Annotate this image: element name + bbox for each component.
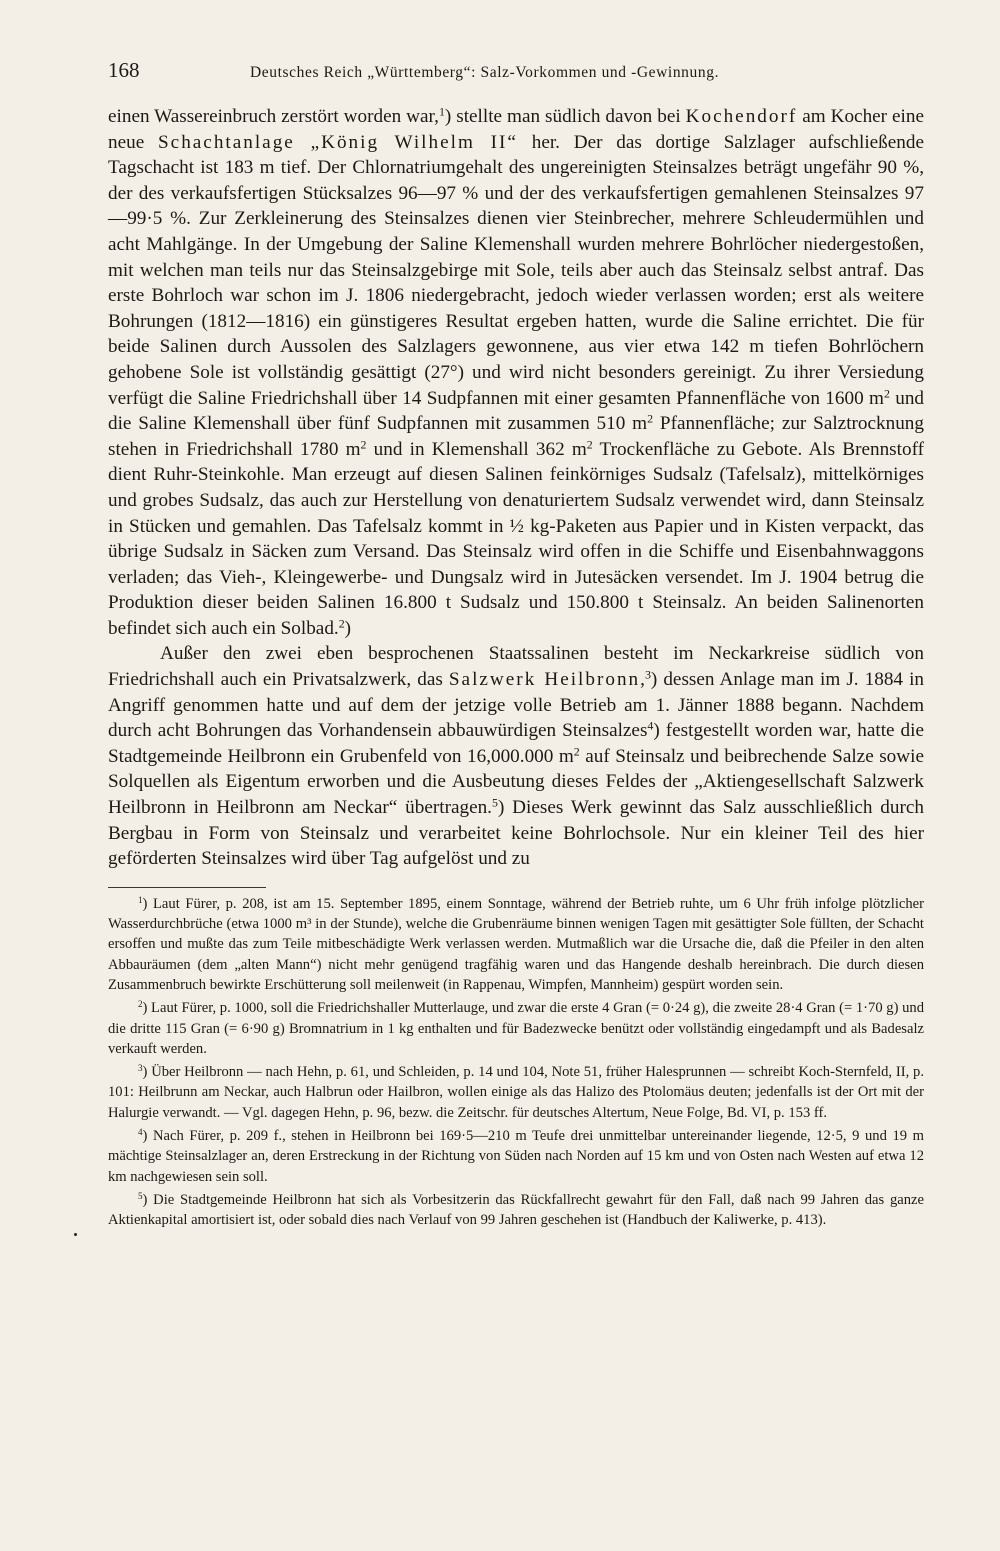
running-head: Deutsches Reich „Württemberg“: Salz-Vorkommen und -Gewinnung. bbox=[250, 64, 720, 81]
footnote-number: 2 bbox=[138, 999, 143, 1010]
footnote-text: ) Laut Fürer, p. 1000, soll die Friedrichshaller Mutterlauge, und zwar die erste 4 Gran (= 0·24 g), die zweite 28·4 Gran (= 1·70 g) und die dritte 115 Gran (= 6·90 g) Bromnatrium in 1 kg enthalten und für Badezwecke benützt oder vollständig eingedampft und als Badesalz verkauft werden. bbox=[108, 1000, 924, 1057]
text-run: und die Saline Klemenshall über fünf Sudpfannen mit zusammen 510 m bbox=[108, 387, 925, 435]
text-run: ) Dieses Werk gewinnt das Salz ausschließlich durch Bergbau in Form von Steinsalz und verarbeitet keine Bohrlochsole. Nur ein kleiner Teil des hier geförderten Steinsalzes wird über Tag aufgelöst und zu bbox=[108, 797, 924, 870]
text-run: und in Klemenshall 362 m bbox=[366, 438, 587, 460]
book-page bbox=[108, 56, 924, 1234]
footnote-number: 1 bbox=[138, 894, 143, 905]
text-run: her. Der das dortige Salzlager aufschließende Tagschacht ist 183 m tief. Der Chlornatriumgehalt des ungereinigten Steinsalzes beträgt ungefähr 90 %, der des verkaufsfertigen Stücksalzes 96—97 % und der des verkaufsfertigen gemahlenen Steinsalzes 97—99·5 %. Zur Zerkleinerung des Steinsalzes dienen vier Steinbrecher, mehrere Schleudermühlen und acht Mahlgänge. In der Umgebung der Saline Klemenshall wurden mehrere Bohrlöcher niedergestoßen, mit welchen man teils nur das Steinsalzgebirge mit Sole, teils aber auch das Steinsalz selbst antraf. Das erste Bohrloch war schon im J. 1806 niedergebracht, jedoch wieder verlassen worden; erst als weitere Bohrungen (1812—1816) ein günstigeres Resultat ergeben hatten, wurde die Saline errichtet. Die für beide Salinen durch Aussolen des Salzlagers gewonnene, aus vier etwa 142 m tiefen Bohrlöchern gehobene Sole ist vollständig gesättigt (27°) und wird nicht besonders gereinigt. Zu ihrer Versiedung verfügt die Saline Friedrichshall über 14 Sudpfannen mit einer gesamten Pfannenfläche von 1600 m bbox=[108, 131, 924, 409]
superscript: 2 bbox=[647, 411, 654, 426]
footnote-1 bbox=[108, 894, 924, 995]
text-run: Trockenfläche zu Gebote. Als Brennstoff dient Ruhr-Steinkohle. Man erzeugt auf diesen Salinen feinkörniges Sudsalz (Tafelsalz), mittelkörniges und grobes Sudsalz, das auch zur Herstellung von denaturiertem Sudsalz verwendet wird, dann Steinsalz in Stücken und gemahlen. Das Tafelsalz kommt in ½ kg-Paketen aus Papier und in Kisten verpackt, das übrige Sudsalz in Säcken zum Versand. Das Steinsalz wird offen in die Schiffe und Eisenbahnwaggons verladen; das Vieh-, Kleingewerbe- und Dungsalz wird in Jutesäcken versendet. Im J. 1904 betrug die Produktion dieser beiden Salinen 16.800 t Sudsalz und 150.800 t Steinsalz. An beiden Salinenorten befindet sich auch ein Solbad. bbox=[108, 438, 924, 639]
text-run: auf Steinsalz und beibrechende Salze sowie Solquellen als Eigentum erworben und die Ausbeutung dieses Feldes der „Aktiengesellschaft Salzwerk Heilbronn in Heilbronn am Neckar“ übertragen. bbox=[108, 745, 924, 819]
spaced-place-name: Kochendorf bbox=[685, 106, 798, 127]
paragraph-1 bbox=[108, 104, 924, 641]
text-run: ) festgestellt worden war, hatte die Stadtgemeinde Heilbronn ein Grubenfeld von 16,000.000 m bbox=[108, 720, 924, 767]
footnote-text: ) Über Heilbronn — nach Hehn, p. 61, und Schleiden, p. 14 und 104, Note 51, früher Halesprunnen — schreibt Koch-Sternfeld, II, p. 101: Heilbrunn am Neckar, auch Halbrun oder Hailbron, wollen einige als das Halizo des Ptolomäus deuten; jedenfalls ist der Ort mit der Halurgie verwandt. — Vgl. dagegen Hehn, p. 96, bezw. die Zeitschr. für deutsches Altertum, Neue Folge, Bd. VI, p. 153 ff. bbox=[108, 1064, 924, 1121]
footnote-ref: 2 bbox=[338, 616, 345, 631]
footnote-number: 4 bbox=[138, 1127, 143, 1138]
superscript: 2 bbox=[360, 437, 367, 452]
footnote-text: ) Die Stadtgemeinde Heilbronn hat sich als Vorbesitzerin das Rückfallrecht gewahrt für den Fall, daß nach 99 Jahren das ganze Aktienkapital amortisiert ist, oder sobald dies nach Verlauf von 99 Jahren geschehen ist (Handbuch der Kaliwerke, p. 413). bbox=[108, 1191, 924, 1229]
superscript: 2 bbox=[586, 437, 593, 452]
text-run: , bbox=[640, 669, 645, 691]
page-header bbox=[108, 56, 924, 90]
footnote-ref: 4 bbox=[647, 718, 654, 733]
text-run: Pfannenfläche; zur Salztrocknung stehen in Friedrichshall 1780 m bbox=[108, 413, 924, 460]
spaced-facility-name: Schachtanlage „König Wilhelm II“ bbox=[158, 131, 518, 153]
footnote-ref: 1 bbox=[438, 104, 445, 119]
footnote-text: ) Laut Fürer, p. 208, ist am 15. September 1895, einem Sonntage, während der Betrieb ruhte, um 6 Uhr früh infolge plötzlicher Wasserdurchbrüche (etwa 1000 m³ in der Stunde), welche die Grubenräume binnen wenigen Tagen mit gesättigter Sole füllten, der Schacht ersoffen und mußte das zum Teile mitbeschädigte Werk verlassen werden. Mutmaßlich war die Ursache die, daß die Pfeiler in den alten Abbauräumen (dem „alten Mann“) nicht mehr genügend tragfähig waren und das Hangende deshalb hereinbrach. Die durch diesen Zusammenbruch bewirkte Erschütterung soll meilenweit (in Rappenau, Wimpfen, Mannheim) gespürt worden sein. bbox=[108, 895, 924, 993]
superscript: 2 bbox=[573, 744, 580, 759]
text-run: ) bbox=[344, 617, 352, 639]
text-run: einen Wassereinbruch zerstört worden war, bbox=[108, 106, 439, 127]
footnote-number: 5 bbox=[138, 1191, 143, 1201]
superscript: 2 bbox=[883, 385, 890, 400]
paragraph-2 bbox=[108, 641, 924, 871]
footnote-4 bbox=[108, 1126, 924, 1187]
footnote-text: ) Nach Fürer, p. 209 f., stehen in Heilbronn bei 169·5—210 m Teufe drei unmittelbar untereinander liegende, 12·5, 9 und 19 m mächtige Steinsalzlager an, deren Erstreckung in der Richtung von Süden nach Norden auf 15 km und von Osten nach Westen auf etwa 12 km nachgewiesen sein soll. bbox=[108, 1128, 924, 1185]
text-run: ) dessen Anlage man im J. 1884 in Angriff genommen hatte und auf dem der jetzige volle Betrieb am 1. Jänner 1888 begann. Nachdem durch acht Bohrungen das Vorhandensein abbauwürdigen Steinsalzes bbox=[108, 669, 924, 742]
footnotes bbox=[108, 894, 924, 1231]
body-text bbox=[108, 104, 924, 872]
scan-speck bbox=[74, 1233, 77, 1236]
footnote-ref: 3 bbox=[644, 667, 651, 682]
footnote-3 bbox=[108, 1062, 924, 1123]
footnote-divider bbox=[108, 887, 266, 888]
footnote-5 bbox=[108, 1190, 924, 1231]
text-run: Außer den zwei eben besprochenen Staatssalinen besteht im Neckarkreise südlich von Friedrichshall auch ein Privatsalzwerk, das bbox=[108, 643, 924, 691]
footnote-2 bbox=[108, 998, 924, 1059]
page-number: 168 bbox=[108, 58, 140, 82]
spaced-company-name: Salzwerk Heilbronn bbox=[448, 669, 641, 691]
footnote-ref: 5 bbox=[491, 795, 498, 810]
footnote-number: 3 bbox=[138, 1063, 143, 1074]
text-run: ) stellte man südlich davon bei bbox=[444, 106, 686, 127]
text-run: am Kocher eine neue bbox=[108, 106, 924, 153]
